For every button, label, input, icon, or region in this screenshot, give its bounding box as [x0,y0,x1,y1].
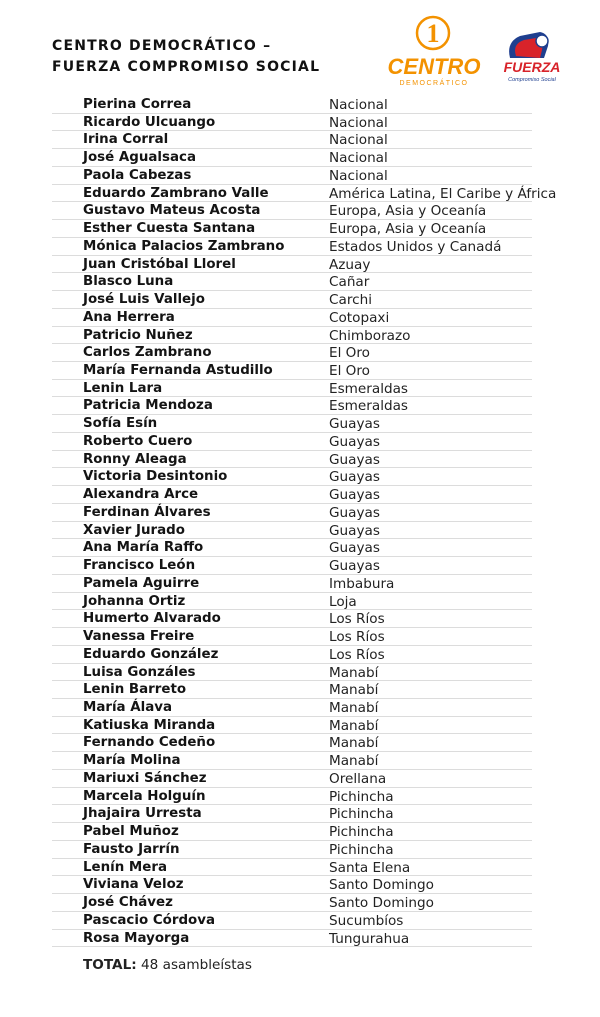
member-name: Sofía Esín [83,416,158,432]
member-name: Victoria Desintonio [83,469,228,485]
list-item [52,593,532,611]
member-province: Los Ríos [329,611,385,628]
member-name: María Molina [83,753,181,769]
member-province: Manabí [329,699,379,716]
list-item [52,415,532,433]
member-name: Jhajaira Urresta [83,806,202,822]
assembly-members-list [52,96,557,947]
member-name: Roberto Cuero [83,433,193,449]
member-province: Nacional [329,97,388,113]
list-item [52,96,532,114]
member-name: Mónica Palacios Zambrano [83,238,285,254]
list-item [52,699,532,717]
fuerza-compromiso-logo [496,28,570,84]
member-province: Chimborazo [329,327,411,344]
list-item [52,486,532,504]
member-name: Humerto Alvarado [83,611,221,627]
member-province: Carchi [329,292,372,309]
list-item [52,380,532,398]
member-name: Luisa Gonzáles [83,664,196,680]
list-item [52,238,532,256]
member-name: Esther Cuesta Santana [83,221,256,237]
member-province: Pichincha [329,788,394,805]
page-title [52,36,320,78]
member-province: Guayas [329,540,380,557]
list-item [52,131,532,149]
centro-logo-number: 1 [426,19,440,48]
list-item [52,557,532,575]
list-item [52,841,532,859]
member-name: Marcela Holguín [83,788,206,804]
member-name: Ferdinan Álvares [83,504,211,520]
member-name: Eduardo Zambrano Valle [83,185,269,201]
member-name: Xavier Jurado [83,522,185,538]
list-item [52,202,532,220]
member-province: Pichincha [329,841,394,858]
member-province: Estados Unidos y Canadá [329,238,502,255]
total-value: 48 asambleístas [141,957,252,973]
member-name: Ana Herrera [83,309,175,325]
list-item [52,433,532,451]
member-province: Esmeraldas [329,380,409,397]
list-item [52,575,532,593]
member-province: Nacional [329,132,388,149]
member-name: Paola Cabezas [83,167,192,183]
centro-democratico-logo [380,14,488,92]
member-province: Santo Domingo [329,895,434,912]
member-province: Esmeraldas [329,398,409,415]
member-province: Guayas [329,451,380,468]
centro-logo-word: CENTRO [387,54,481,79]
member-province: América Latina, El Caribe y África [329,185,557,202]
list-item [52,256,532,274]
list-item [52,628,532,646]
member-province: Nacional [329,150,388,167]
member-name: José Luis Vallejo [83,292,205,308]
member-name: María Álava [83,699,173,715]
member-name: Irina Corral [83,132,169,148]
list-item [52,468,532,486]
member-province: Los Ríos [329,646,385,663]
list-item [52,681,532,699]
member-name: José Agualsaca [83,150,196,166]
list-item [52,309,532,327]
member-province: Santa Elena [329,859,411,876]
member-name: Francisco León [83,558,196,574]
member-province: Guayas [329,558,380,575]
member-province: Tungurahua [329,930,410,947]
member-name: Pierina Correa [83,97,192,112]
list-item [52,752,532,770]
member-name: Alexandra Arce [83,487,199,503]
member-province: Azuay [329,256,371,273]
member-province: Nacional [329,167,388,184]
member-province: Santo Domingo [329,877,434,894]
member-province: Loja [329,593,357,610]
member-name: Gustavo Mateus Acosta [83,203,261,219]
member-name: Rosa Mayorga [83,930,190,946]
list-item [52,185,557,203]
member-province: Manabí [329,735,379,752]
list-item [52,362,532,380]
member-name: Mariuxi Sánchez [83,770,207,786]
member-name: Patricia Mendoza [83,398,213,414]
member-province: Guayas [329,504,380,521]
member-province: Cotopaxi [329,309,390,326]
member-province: Nacional [329,114,388,131]
member-name: Katiuska Miranda [83,717,216,733]
fuerza-logo-sub: Compromiso Social [508,77,556,83]
list-item [52,451,532,469]
member-name: María Fernanda Astudillo [83,363,273,379]
member-province: Europa, Asia y Oceanía [329,221,487,238]
list-item [52,114,532,132]
member-name: Lenín Mera [83,859,167,875]
member-name: Pabel Muñoz [83,824,179,840]
list-item [52,664,532,682]
member-name: Lenin Barreto [83,682,187,698]
member-name: Ronny Aleaga [83,451,187,467]
member-province: Orellana [329,770,387,787]
list-item [52,167,532,185]
member-province: Guayas [329,487,380,504]
list-item [52,770,532,788]
member-name: Carlos Zambrano [83,345,212,361]
list-item [52,327,532,345]
member-province: Sucumbíos [329,912,404,929]
member-name: Fernando Cedeño [83,735,216,751]
list-item [52,646,532,664]
list-item [52,930,532,948]
member-province: Manabí [329,753,379,770]
member-name: Pascacio Córdova [83,912,216,928]
member-name: Lenin Lara [83,380,163,396]
list-item [52,788,532,806]
list-item [52,149,532,167]
member-province: Manabí [329,717,379,734]
member-name: Ricardo Ulcuango [83,114,216,130]
member-name: Juan Cristóbal Llorel [83,256,236,272]
list-item [52,291,532,309]
member-name: Vanessa Freire [83,629,195,645]
list-item [52,220,532,238]
member-name: Johanna Ortiz [83,593,186,609]
list-item [52,610,532,628]
member-province: El Oro [329,363,370,380]
member-name: José Chávez [83,895,173,911]
member-province: Guayas [329,522,380,539]
member-province: Europa, Asia y Oceanía [329,203,487,220]
member-province: El Oro [329,345,370,362]
list-item [52,894,532,912]
member-name: Ana María Raffo [83,540,204,556]
member-province: Guayas [329,433,380,450]
list-item [52,273,532,291]
member-province: Los Ríos [329,629,385,646]
member-name: Blasco Luna [83,274,174,290]
member-province: Manabí [329,664,379,681]
list-item [52,522,532,540]
title-line-1: CENTRO DEMOCRÁTICO – [52,38,272,54]
member-province: Imbabura [329,575,395,592]
list-item [52,344,532,362]
centro-logo-sub: DEMOCRÁTICO [399,80,469,87]
member-province: Pichincha [329,824,394,841]
title-line-2: FUERZA COMPROMISO SOCIAL [52,59,321,75]
member-province: Guayas [329,416,380,433]
member-province: Cañar [329,274,370,291]
list-item [52,876,532,894]
member-name: Eduardo González [83,646,219,662]
fuerza-logo-word: FUERZA [503,59,561,75]
member-province: Guayas [329,469,380,486]
list-item [52,912,532,930]
list-item [52,823,532,841]
member-province: Manabí [329,682,379,699]
member-name: Patricio Nuñez [83,327,193,343]
member-name: Fausto Jarrín [83,841,180,857]
list-item [52,397,532,415]
member-name: Viviana Veloz [83,877,184,893]
list-item [52,859,532,877]
member-province: Pichincha [329,806,394,823]
total-summary [83,957,252,973]
list-item [52,717,532,735]
list-item [52,504,532,522]
member-name: Pamela Aguirre [83,575,200,591]
list-item [52,805,532,823]
list-item [52,734,532,752]
total-label: TOTAL: [83,957,137,973]
list-item [52,539,532,557]
